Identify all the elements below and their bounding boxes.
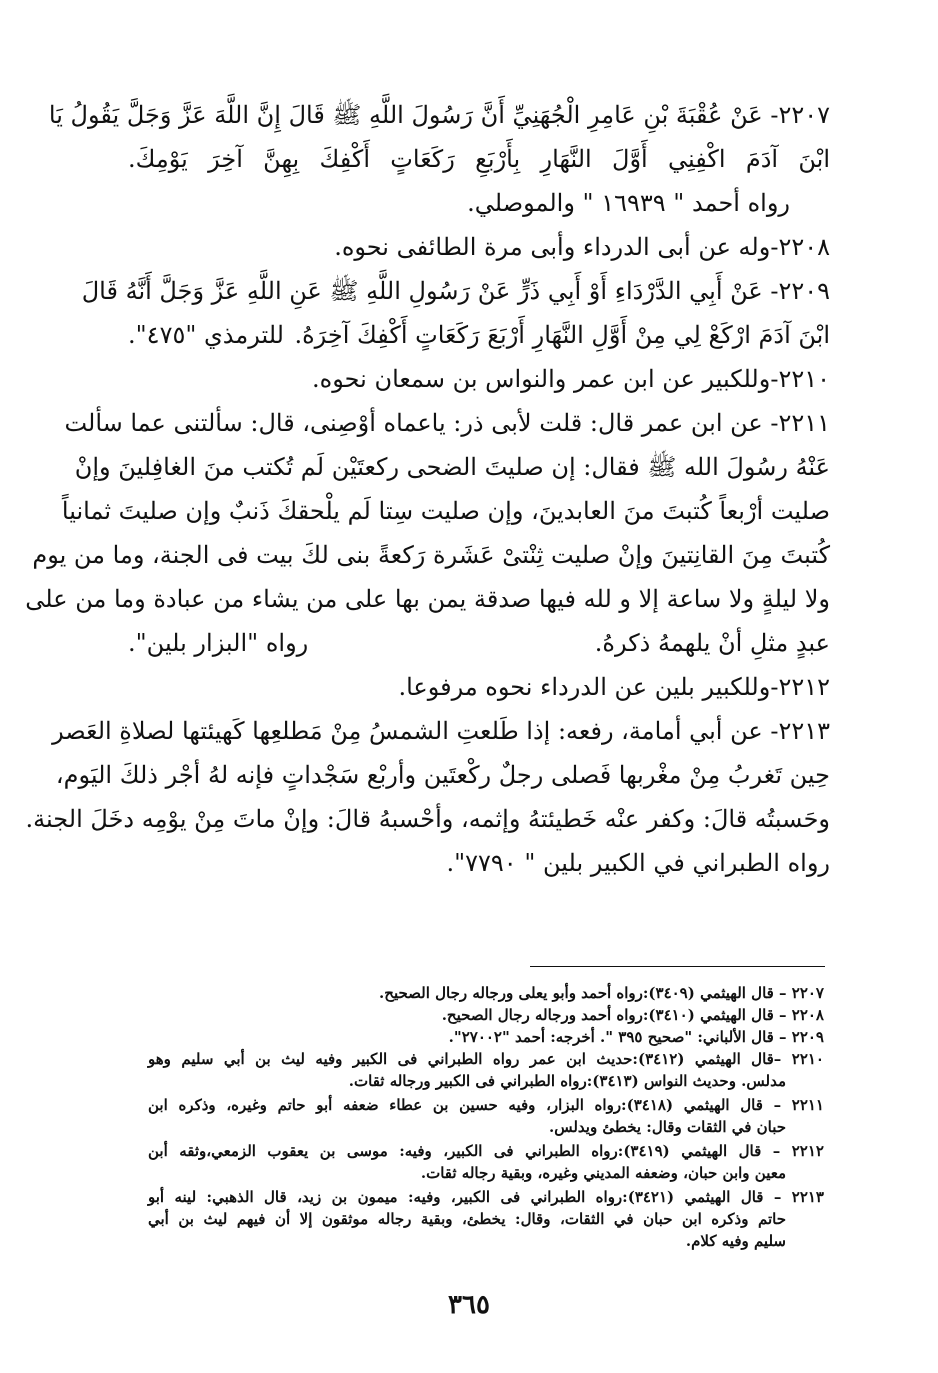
hadith-2207-source: رواه أحمد " ١٦٩٣٩ " والموصلي. <box>467 189 790 217</box>
footnote-2210-line-2: مدلس. وحديث النواس (٣٤١٣):رواه الطبراني فى الكبير ورجاله ثقات. <box>348 1072 786 1090</box>
main-text <box>25 100 830 892</box>
footnote-divider <box>530 966 825 967</box>
hadith-2209-line-2 <box>128 320 830 364</box>
page-number: ٣٦٥ <box>448 1290 490 1320</box>
footnote-2213-line-2: حاتم وذكره ابن حبان في الثقات، وقال: يخطئ، وبقية رجاله موثقون إلا أن فيهم ليث بن أبي <box>148 1210 786 1228</box>
footnote-2211-line-2: حبان في الثقات وقال: يخطئ ويدلس. <box>548 1118 786 1136</box>
hadith-2210: ٢٢١٠-وللكبير عن ابن عمر والنواس بن سمعان نحوه. <box>312 365 830 393</box>
hadith-2211-line-3: صليت أرْبعاً كُتبتَ منَ العابدينَ، وإن صليت سِتا لَم يلْحقكَ ذَنبٌ وإن صليتَ ثمانياً <box>61 497 830 525</box>
hadith-2211-line-6 <box>128 628 830 672</box>
hadith-2209-text-end: ابْنَ آدَمَ ارْكَعْ لِي مِنْ أَوَّلِ النَّهَارِ أَرْبَعَ رَكَعَاتٍ أَكْفِكَ آخِرَهُ. <box>294 321 830 349</box>
footnote-2208: ٢٢٠٨ – قال الهيثمي (٣٤١٠):رواه أحمد ورجاله رجال الصحيح. <box>441 1006 824 1024</box>
hadith-2213-line-2: حِين تَغربُ مِنْ مغْربها فَصلى رجلٌ ركْعتَين وأربْع سَجْداتٍ فإنه لهُ أجْر ذلكَ اليَوم، <box>55 761 830 789</box>
hadith-2213-source: رواه الطبراني في الكبير بلين " ٧٧٩٠". <box>446 849 830 877</box>
footnote-2211-line-1: ٢٢١١ – قال الهيثمي (٣٤١٨):رواه البزار، وفيه حسين بن عطاء ضعفه أبو حاتم وغيره، وذكره ابن <box>148 1096 824 1114</box>
hadith-2207-line-1: ٢٢٠٧- عَنْ عُقْبَةَ بْنِ عَامِرِ الْجُهَنِيِّ أَنَّ رَسُولَ اللَّهِ ﷺ قَالَ إِنَّ اللَّهَ عَزَّ وَجَلَّ يَقُولُ يَا <box>48 101 830 129</box>
hadith-2211-line-1: ٢٢١١- عن ابن عمر قال: قلت لأبى ذر: ياعماه أوْصِنى، قال: سألتنى عما سألت <box>64 409 830 437</box>
footnote-2212-line-2: معين وابن حبان، وضعفه المديني وغيره، وبقية رجاله ثقات. <box>420 1164 786 1182</box>
hadith-2213-line-3: وحَسبتُه قالَ: وكفر عنْه خَطيئتهُ وإثمه، وأحْسبهُ قالَ: وإنْ ماتَ مِنْ يوْمِه دخَلَ الجنة. <box>25 805 830 833</box>
hadith-2213-line-1: ٢٢١٣- عن أبي أمامة، رفعه: إذا طَلعتِ الشمسُ مِنْ مَطلعِها كَهيئتها لصلاةِ العَصر <box>52 717 830 745</box>
hadith-2207-line-2: ابْنَ آدَمَ اكْفِنِي أَوَّلَ النَّهَارِ بِأَرْبَعِ رَكَعَاتٍ أَكْفِكَ بِهِنَّ آخِرَ يَوْمِكَ. <box>128 145 830 173</box>
hadith-2211-line-2: عَنْهُ رسُولَ الله ﷺ فقال: إن صليتَ الضحى ركعتَيْن لَم تُكتب منَ الغافِلينَ وإنْ <box>74 453 830 481</box>
footnote-2209: ٢٢٠٩ – قال الألباني: "صحيح ٣٩٥ ". أخرجه: أحمد "٢٧٠٠٢". <box>448 1028 824 1046</box>
hadith-2209-source: للترمذي "٤٧٥". <box>128 321 284 349</box>
hadith-2208: ٢٢٠٨-وله عن أبى الدرداء وأبى مرة الطائفى نحوه. <box>334 233 830 261</box>
hadith-2211-text-end: عبدٍ مثلِ أنْ يلهمهُ ذكرهُ. <box>594 629 830 657</box>
footnote-2213-line-1: ٢٢١٣ – قال الهيثمي (٣٤٢١):رواه الطبراني فى الكبير، وفيه: ميمون بن زيد، قال الذهبي: لينه أبو <box>148 1188 824 1206</box>
hadith-2212: ٢٢١٢-وللكبير بلين عن الدرداء نحوه مرفوعا. <box>398 673 830 701</box>
footnote-2207: ٢٢٠٧ – قال الهيثمي (٣٤٠٩):رواه أحمد وأبو يعلى ورجاله رجال الصحيح. <box>379 984 824 1002</box>
hadith-2211-source: رواه "البزار بلين". <box>128 629 309 657</box>
footnote-2213-line-3: سليم وفيه كلام. <box>685 1232 786 1250</box>
hadith-2211-line-5: ولا ليلةٍ ولا ساعة إلا و لله فيها صدقة يمن بها على من يشاء من عبادة وما من على <box>25 585 830 613</box>
hadith-2211-line-4: كُتبتَ مِنَ القانِتينَ وإنْ صليت ثِنْتىْ عَشَرة رَكعةً بنى لكَ بيت فى الجنة، وما من يوم <box>32 541 830 569</box>
footnotes <box>148 982 824 1252</box>
footnote-2212-line-1: ٢٢١٢ – قال الهيثمي (٣٤١٩):رواه الطبراني فى الكبير، وفيه: موسى بن يعقوب الزمعي،وثقه أبن <box>148 1142 824 1160</box>
hadith-2209-line-1: ٢٢٠٩- عَنْ أَبِي الدَّرْدَاءِ أَوْ أَبِي ذَرٍّ عَنْ رَسُولِ اللَّهِ ﷺ عَنِ اللَّهِ عَزَّ وَجَلَّ أَنَّهُ قَالَ <box>81 277 830 305</box>
footnote-2210-line-1: ٢٢١٠ –قال الهيثمي (٣٤١٢):حديث ابن عمر رواه الطبراني فى الكبير وفيه ليث بن أبي سليم وهو <box>148 1050 824 1068</box>
